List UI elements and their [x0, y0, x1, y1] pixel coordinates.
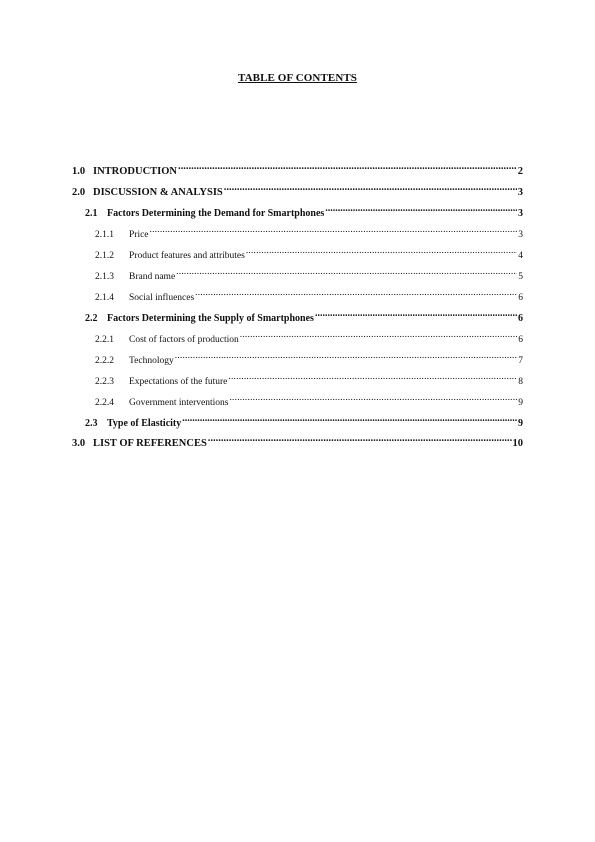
- toc-entry-demand-factors[interactable]: [85, 202, 523, 219]
- toc-entry-government-interventions[interactable]: [95, 391, 523, 408]
- toc-entry-title: LIST OF REFERENCES: [93, 438, 207, 449]
- toc-entry-supply-factors[interactable]: [85, 307, 523, 324]
- toc-entry-title: Government interventions: [129, 398, 229, 408]
- toc-dot-leader: [178, 160, 517, 174]
- toc-entry-title: Brand name: [129, 272, 176, 282]
- toc-entry-title: Type of Elasticity: [107, 418, 182, 429]
- toc-entry-page: 3: [518, 230, 523, 240]
- toc-dot-leader: [150, 223, 518, 237]
- toc-entry-page: 9: [518, 398, 523, 408]
- toc-entry-discussion-analysis[interactable]: [72, 181, 523, 198]
- toc-entry-number: 2.1.3: [95, 272, 114, 282]
- toc-entry-cost-of-production[interactable]: [95, 328, 523, 345]
- toc-entry-number: 1.0: [72, 166, 86, 177]
- toc-entry-type-of-elasticity[interactable]: [85, 412, 523, 429]
- toc-entry-number: 2.2: [85, 313, 98, 324]
- toc-entry-title: Price: [129, 230, 149, 240]
- toc-entry-title: Factors Determining the Supply of Smartphones: [107, 313, 314, 324]
- toc-entry-number: 2.1.4: [95, 293, 114, 303]
- toc-entry-page: 6: [518, 293, 523, 303]
- toc-entry-page: 10: [512, 438, 523, 449]
- toc-entry-number: 2.2.3: [95, 377, 114, 387]
- toc-dot-leader: [228, 370, 517, 384]
- toc-entry-page: 9: [518, 418, 523, 429]
- toc-entry-brand-name[interactable]: [95, 265, 523, 282]
- toc-dot-leader: [229, 391, 517, 405]
- toc-entry-title: INTRODUCTION: [93, 166, 178, 177]
- toc-entry-number: 2.1.2: [95, 251, 114, 261]
- toc-entry-technology[interactable]: [95, 349, 523, 366]
- toc-entry-page: 5: [518, 272, 523, 282]
- toc-entry-number: 2.2.4: [95, 398, 114, 408]
- toc-entry-title: Social influences: [129, 293, 195, 303]
- toc-dot-leader: [208, 432, 512, 446]
- toc-dot-leader: [175, 349, 518, 363]
- toc-dot-leader: [315, 307, 517, 321]
- toc-entry-title: DISCUSSION & ANALYSIS: [93, 187, 223, 198]
- toc-entry-page: 3: [518, 208, 523, 219]
- toc-entry-number: 2.1: [85, 208, 98, 219]
- toc-entry-page: 6: [518, 313, 523, 324]
- toc-dot-leader: [246, 244, 517, 258]
- toc-entry-product-features[interactable]: [95, 244, 523, 261]
- toc-entry-page: 4: [518, 251, 523, 261]
- toc-entry-page: 6: [518, 335, 523, 345]
- toc-dot-leader: [240, 328, 517, 342]
- toc-dot-leader: [224, 181, 517, 195]
- toc-dot-leader: [176, 265, 517, 279]
- toc-entry-title: Cost of factors of production: [129, 335, 239, 345]
- toc-entry-title: Product features and attributes: [129, 251, 245, 261]
- toc-dot-leader: [325, 202, 517, 216]
- toc-entry-title: Factors Determining the Demand for Smartphones: [107, 208, 325, 219]
- toc-entry-number: 3.0: [72, 438, 86, 449]
- toc-entry-title: Technology: [129, 356, 174, 366]
- toc-entry-number: 2.0: [72, 187, 86, 198]
- toc-entry-page: 8: [518, 377, 523, 387]
- toc-entry-introduction[interactable]: [72, 160, 523, 177]
- toc-title: TABLE OF CONTENTS: [237, 72, 358, 84]
- toc-entry-price[interactable]: [95, 223, 523, 240]
- toc-dot-leader: [195, 286, 517, 300]
- toc-entry-number: 2.2.2: [95, 356, 114, 366]
- toc-entry-number: 2.3: [85, 418, 98, 429]
- toc-entry-number: 2.2.1: [95, 335, 114, 345]
- toc-entry-list-of-references[interactable]: [72, 432, 523, 449]
- toc-entry-page: 3: [517, 187, 523, 198]
- toc-entry-page: 7: [518, 356, 523, 366]
- toc-entry-expectations[interactable]: [95, 370, 523, 387]
- toc-dot-leader: [182, 412, 517, 426]
- toc-entry-title: Expectations of the future: [129, 377, 228, 387]
- toc-entry-number: 2.1.1: [95, 230, 114, 240]
- toc-entry-social-influences[interactable]: [95, 286, 523, 303]
- toc-entry-page: 2: [517, 166, 523, 177]
